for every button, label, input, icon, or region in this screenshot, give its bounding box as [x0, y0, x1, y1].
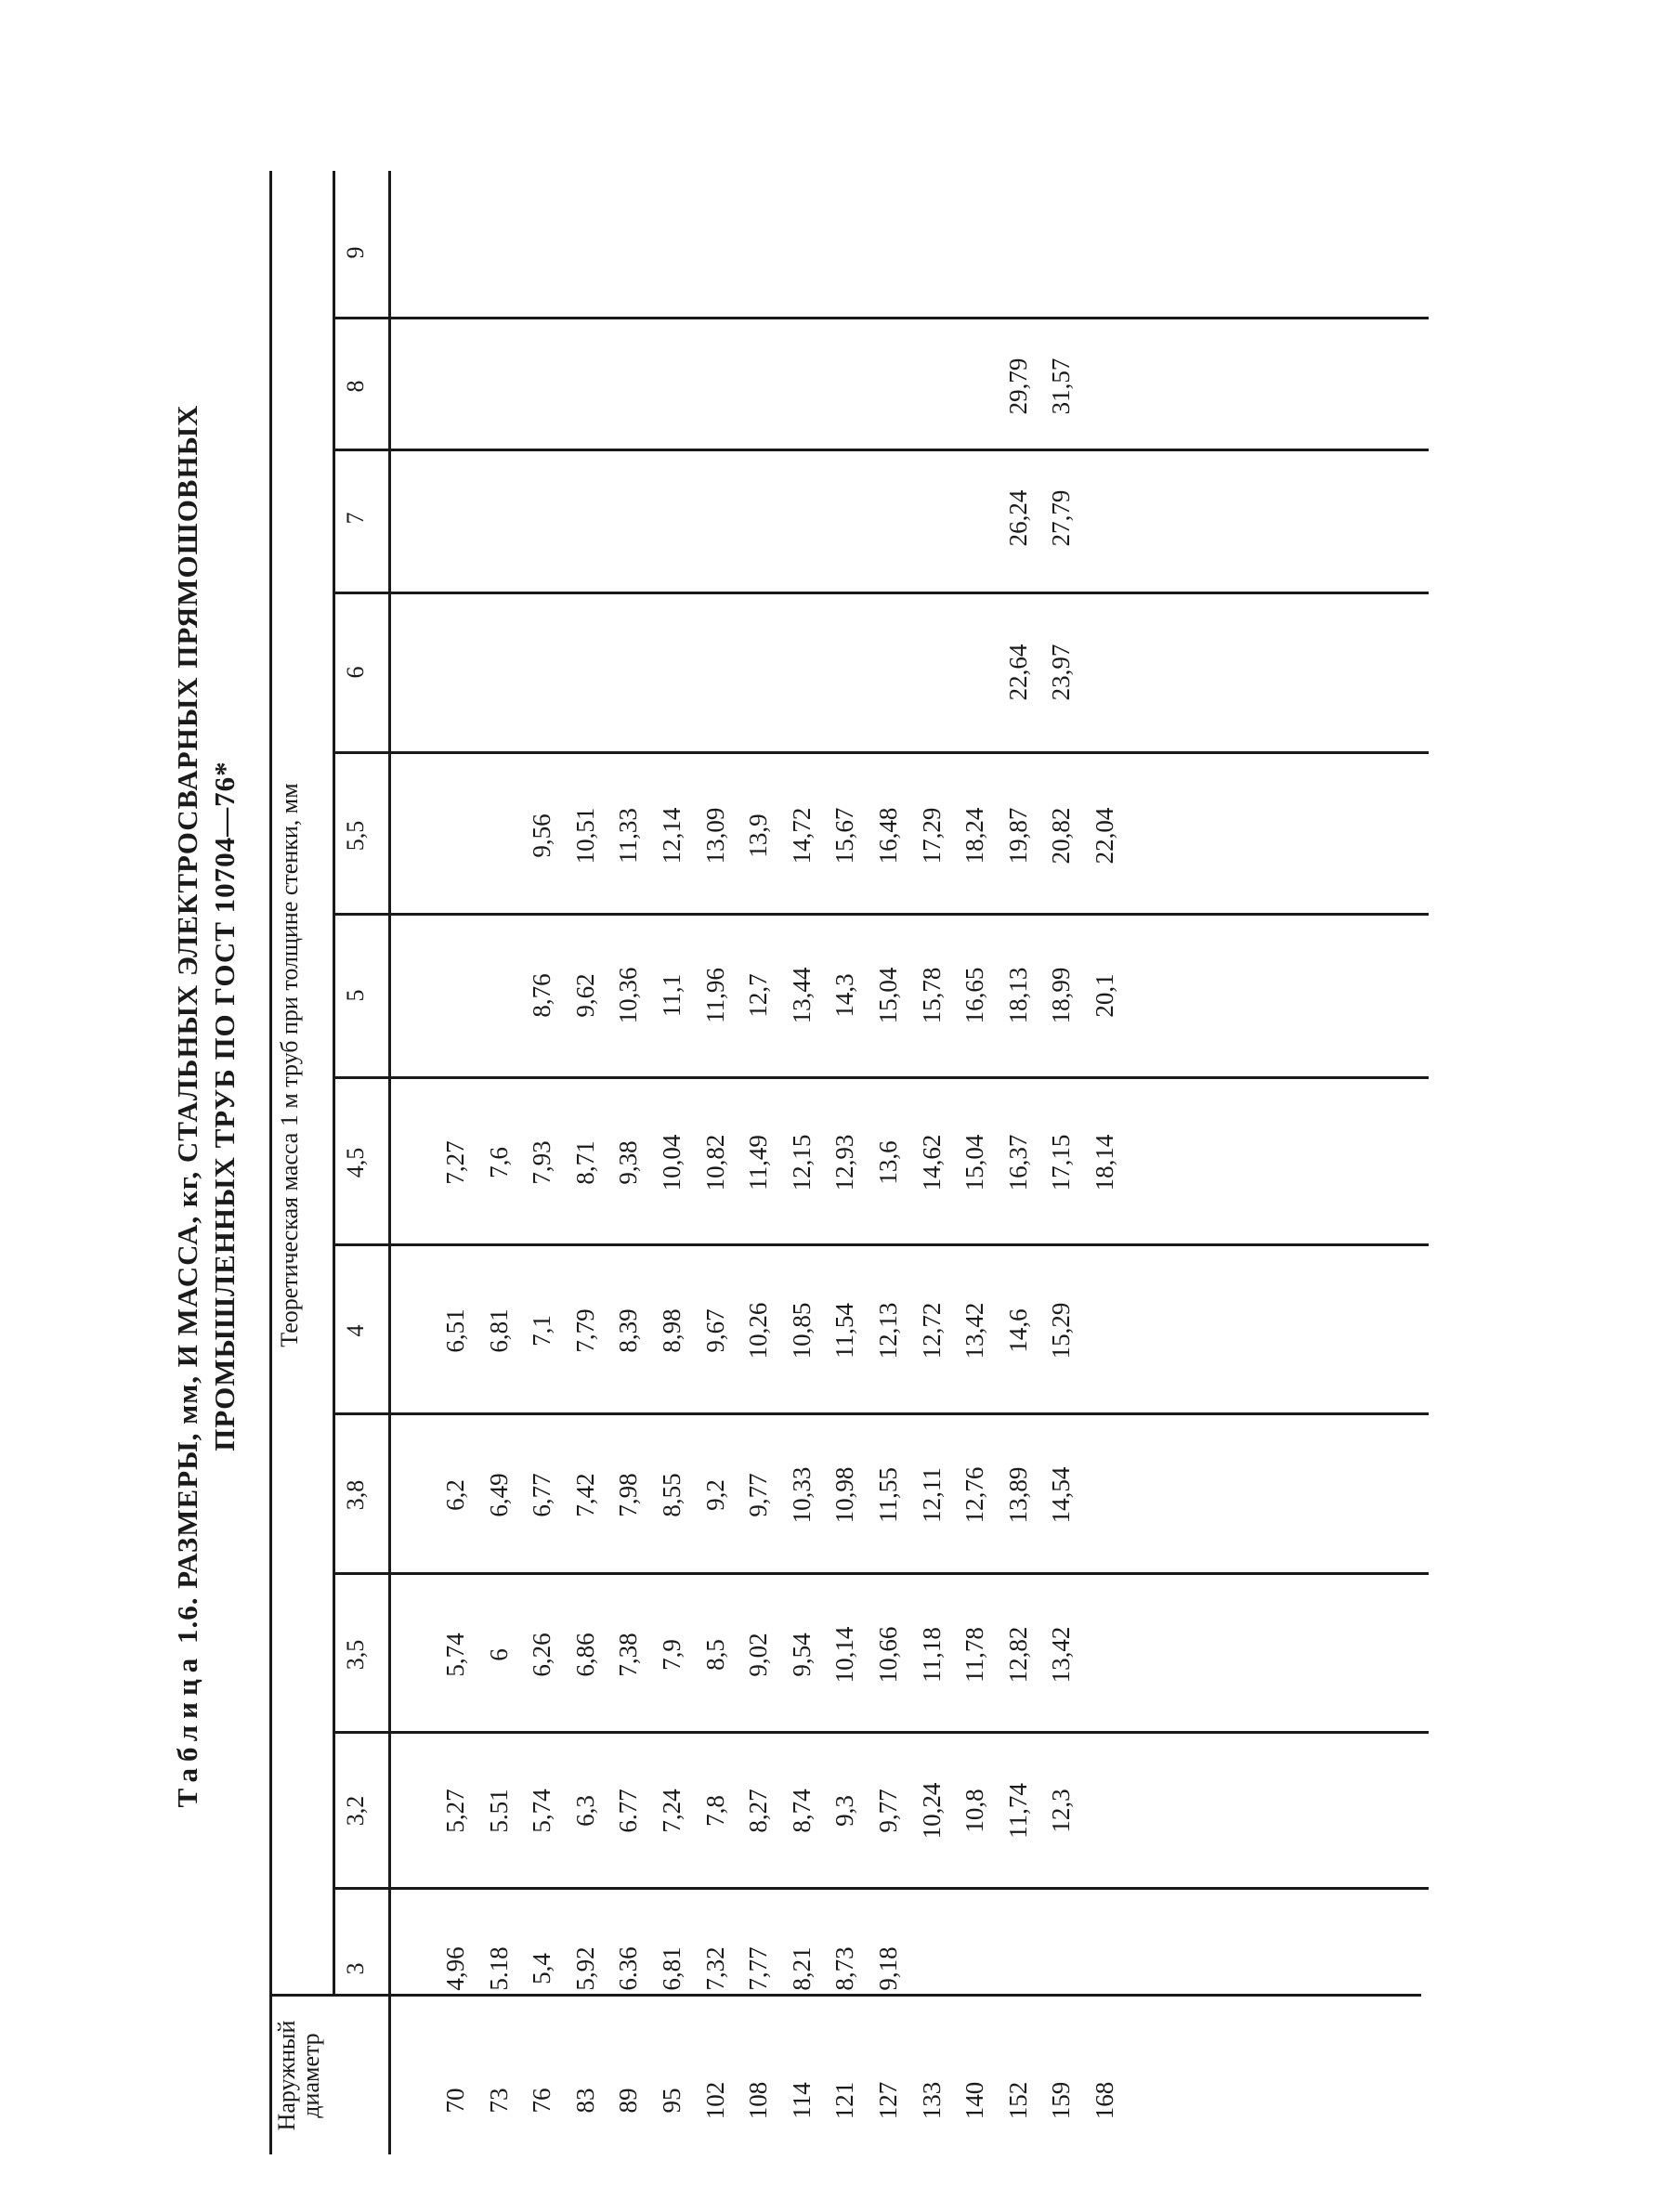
mass-cell: 8,74	[787, 1789, 816, 1833]
diameter-cell: 127	[874, 2081, 902, 2120]
thickness-header-cell: 7	[342, 512, 369, 525]
diameter-cell: 73	[484, 2088, 513, 2114]
mass-cell: 6,81	[484, 1308, 513, 1353]
mass-cell: 14,62	[917, 1134, 946, 1191]
mass-cell: 26,24	[1003, 489, 1032, 547]
mass-cell: 5,74	[528, 1789, 556, 1833]
thickness-column-divider	[333, 592, 1429, 594]
thickness-header-cell: 3	[342, 1962, 369, 1975]
mass-cell: 8,73	[830, 1946, 859, 1991]
mass-cell: 11,54	[830, 1303, 859, 1359]
mass-cell: 8,71	[570, 1140, 599, 1185]
table-top-rule	[269, 171, 272, 2154]
mass-cell: 18,99	[1047, 967, 1076, 1024]
mass-cell: 11,33	[614, 808, 643, 864]
mass-cell: 7,42	[570, 1473, 599, 1517]
diameter-cell: 121	[830, 2081, 859, 2120]
diameter-cell: 95	[658, 2088, 686, 2114]
mass-cell: 13,09	[700, 807, 729, 865]
mass-cell: 12,72	[917, 1302, 946, 1360]
mass-cell: 5,74	[441, 1633, 469, 1677]
mass-cell: 6.36	[614, 1946, 643, 1991]
mass-cell: 10,66	[874, 1626, 902, 1684]
thickness-header-cell: 4	[342, 1324, 369, 1337]
mass-cell: 11,49	[744, 1135, 773, 1191]
diameter-cell: 70	[441, 2088, 469, 2114]
mass-cell: 6,2	[441, 1479, 469, 1511]
thickness-header-cell: 3,8	[342, 1479, 369, 1511]
mass-cell: 5.51	[484, 1789, 513, 1833]
mass-cell: 11,74	[1003, 1783, 1032, 1839]
diameter-column-divider	[269, 1994, 1421, 1997]
mass-cell: 9,18	[874, 1946, 902, 1991]
mass-cell: 9,62	[570, 973, 599, 1018]
mass-cell: 9,02	[744, 1633, 773, 1677]
mass-cell: 18,24	[960, 807, 989, 865]
diameter-cell: 114	[787, 2082, 816, 2119]
mass-cell: 15,04	[874, 967, 902, 1024]
mass-cell: 7,9	[658, 1639, 686, 1671]
mass-cell: 14,3	[830, 973, 859, 1018]
mass-cell: 6,86	[570, 1633, 599, 1677]
mass-cell: 29,79	[1003, 358, 1032, 415]
table-title-line-2: ПРОМЫШЛЕННЫХ ТРУБ ПО ГОСТ 10704—76*	[208, 761, 241, 1451]
mass-cell: 9,38	[614, 1140, 643, 1185]
mass-cell: 10,24	[917, 1782, 946, 1840]
mass-cell: 12,11	[917, 1467, 946, 1523]
mass-cell: 31,57	[1047, 358, 1076, 415]
mass-cell: 6,26	[528, 1633, 556, 1677]
mass-cell: 20,82	[1047, 807, 1076, 865]
thickness-header-cell: 4,5	[342, 1147, 369, 1178]
diameter-cell: 102	[700, 2081, 729, 2120]
mass-cell: 6.77	[614, 1789, 643, 1833]
thickness-column-divider	[333, 317, 1429, 319]
diameter-cell: 108	[744, 2081, 773, 2120]
mass-cell: 12,14	[658, 807, 686, 865]
mass-cell: 14,72	[787, 807, 816, 865]
mass-cell: 10,26	[744, 1302, 773, 1360]
diameter-cell: 152	[1003, 2081, 1032, 2120]
mass-cell: 7,6	[484, 1147, 513, 1178]
mass-cell: 16,48	[874, 807, 902, 865]
mass-cell: 18,14	[1091, 1134, 1118, 1191]
thickness-header-cell: 3,2	[342, 1795, 369, 1827]
table-title-text: 1.6. РАЗМЕРЫ, мм, И МАССА, кг, СТАЛЬНЫХ ЭЛЕКТРОСВАРНЫХ ПРЯМОШОВНЫХ	[171, 404, 203, 1644]
mass-cell: 27,79	[1047, 489, 1076, 547]
mass-cell: 5,92	[570, 1946, 599, 1991]
mass-cell: 6,77	[528, 1473, 556, 1517]
mass-cell: 6	[484, 1648, 513, 1661]
mass-cell: 12,76	[960, 1466, 989, 1524]
mass-cell: 12,7	[744, 973, 773, 1018]
mass-cell: 10,14	[830, 1626, 859, 1684]
mass-cell: 12,3	[1047, 1789, 1076, 1833]
thickness-column-divider	[333, 1731, 1429, 1734]
mass-cell: 11,78	[960, 1627, 989, 1683]
mass-cell: 8,27	[744, 1789, 773, 1833]
mass-cell: 16,37	[1003, 1134, 1032, 1191]
mass-cell: 7,32	[700, 1946, 729, 1991]
mass-cell: 11,96	[700, 968, 729, 1023]
mass-cell: 7,24	[658, 1789, 686, 1833]
mass-cell: 7,8	[700, 1795, 729, 1827]
mass-cell: 11,18	[917, 1627, 946, 1683]
mass-header: Теоретическая масса 1 м труб при толщине стенки, мм	[276, 783, 303, 1347]
mass-cell: 7,38	[614, 1633, 643, 1677]
mass-cell: 9,77	[874, 1789, 902, 1833]
thickness-header-cell: 5,5	[342, 820, 369, 852]
mass-cell: 6,3	[570, 1795, 599, 1827]
mass-cell: 10,98	[830, 1466, 859, 1524]
mass-cell: 9,3	[830, 1795, 859, 1827]
mass-cell: 10,82	[700, 1134, 729, 1191]
mass-cell: 17,15	[1047, 1134, 1076, 1191]
thickness-header-cell: 9	[342, 246, 369, 259]
mass-cell: 7,98	[614, 1473, 643, 1517]
diameter-cell: 168	[1091, 2081, 1118, 2120]
mass-cell: 22,04	[1091, 807, 1118, 865]
thickness-column-divider	[333, 913, 1429, 916]
thickness-header-cell: 6	[342, 666, 369, 679]
mass-cell: 6,49	[484, 1473, 513, 1517]
thickness-column-divider	[333, 1412, 1429, 1415]
mass-cell: 5,27	[441, 1789, 469, 1833]
mass-cell: 8,98	[658, 1308, 686, 1353]
thickness-column-divider	[333, 1243, 1429, 1246]
mass-cell: 4,96	[441, 1946, 469, 1991]
diameter-cell: 83	[570, 2088, 599, 2114]
thickness-column-divider	[333, 1076, 1429, 1079]
mass-cell: 18,13	[1003, 967, 1032, 1024]
mass-cell: 8,5	[700, 1639, 729, 1671]
mass-cell: 6,81	[658, 1946, 686, 1991]
mass-cell: 10,04	[658, 1134, 686, 1191]
diameter-header	[275, 1997, 323, 2154]
mass-cell: 13,89	[1003, 1466, 1032, 1524]
thickness-header-top-rule	[333, 171, 335, 1997]
table-title-line-1	[171, 0, 204, 2212]
thickness-column-divider	[333, 751, 1429, 754]
mass-cell: 8,39	[614, 1308, 643, 1353]
mass-cell: 12,13	[874, 1302, 902, 1360]
mass-cell: 7,1	[528, 1315, 556, 1347]
diameter-cell: 159	[1047, 2081, 1076, 2120]
mass-cell: 23,97	[1047, 644, 1076, 701]
diameter-cell: 133	[917, 2081, 946, 2120]
thickness-column-divider	[333, 449, 1429, 451]
mass-cell: 5,4	[528, 1953, 556, 1984]
header-bottom-rule	[388, 171, 391, 2154]
mass-cell: 8,55	[658, 1473, 686, 1517]
mass-cell: 7,77	[744, 1946, 773, 1991]
mass-cell: 7,27	[441, 1140, 469, 1185]
mass-cell: 16,65	[960, 967, 989, 1024]
diameter-cell: 89	[614, 2088, 643, 2114]
mass-cell: 15,04	[960, 1134, 989, 1191]
mass-cell: 10,36	[614, 967, 643, 1024]
mass-cell: 9,56	[528, 813, 556, 858]
mass-cell: 20,1	[1091, 973, 1118, 1018]
mass-cell: 13,6	[874, 1140, 902, 1185]
mass-cell: 8,76	[528, 973, 556, 1018]
mass-cell: 10,8	[960, 1789, 989, 1833]
mass-cell: 6,51	[441, 1308, 469, 1353]
mass-cell: 5.18	[484, 1946, 513, 1991]
mass-cell: 11,55	[874, 1467, 902, 1523]
mass-cell: 17,29	[917, 807, 946, 865]
mass-cell: 14,54	[1047, 1466, 1076, 1524]
mass-cell: 14,6	[1003, 1308, 1032, 1353]
mass-cell: 7,93	[528, 1140, 556, 1185]
mass-cell: 10,51	[570, 807, 599, 865]
thickness-header-cell: 3,5	[342, 1639, 369, 1671]
mass-cell: 10,85	[787, 1302, 816, 1360]
mass-cell: 7,79	[570, 1308, 599, 1353]
diameter-cell: 140	[960, 2081, 989, 2120]
mass-cell: 12,15	[787, 1134, 816, 1191]
mass-cell: 9,67	[700, 1308, 729, 1353]
diameter-header-line-2: диаметр	[297, 2033, 324, 2118]
mass-cell: 9,2	[700, 1479, 729, 1511]
thickness-column-divider	[333, 1572, 1429, 1575]
thickness-header-cell: 5	[342, 989, 369, 1002]
mass-cell: 9,54	[787, 1633, 816, 1677]
mass-cell: 9,77	[744, 1473, 773, 1517]
mass-cell: 15,67	[830, 807, 859, 865]
table-title-prefix: Таблица	[171, 1651, 203, 1808]
mass-cell: 12,82	[1003, 1626, 1032, 1684]
thickness-header-cell: 8	[342, 380, 369, 393]
mass-cell: 19,87	[1003, 807, 1032, 865]
diameter-header-line-1: Наружный	[273, 2020, 300, 2131]
mass-cell: 22,64	[1003, 644, 1032, 701]
mass-cell: 13,42	[1047, 1626, 1076, 1684]
mass-cell: 13,9	[744, 813, 773, 858]
mass-cell: 11,1	[658, 973, 686, 1018]
mass-cell: 10,33	[787, 1466, 816, 1524]
mass-cell: 15,78	[917, 967, 946, 1024]
mass-cell: 8,21	[787, 1946, 816, 1991]
mass-cell: 13,42	[960, 1302, 989, 1360]
mass-cell: 13,44	[787, 967, 816, 1024]
thickness-column-divider	[333, 1887, 1429, 1890]
mass-cell: 12,93	[830, 1134, 859, 1191]
mass-cell: 15,29	[1047, 1302, 1076, 1360]
diameter-cell: 76	[528, 2088, 556, 2114]
